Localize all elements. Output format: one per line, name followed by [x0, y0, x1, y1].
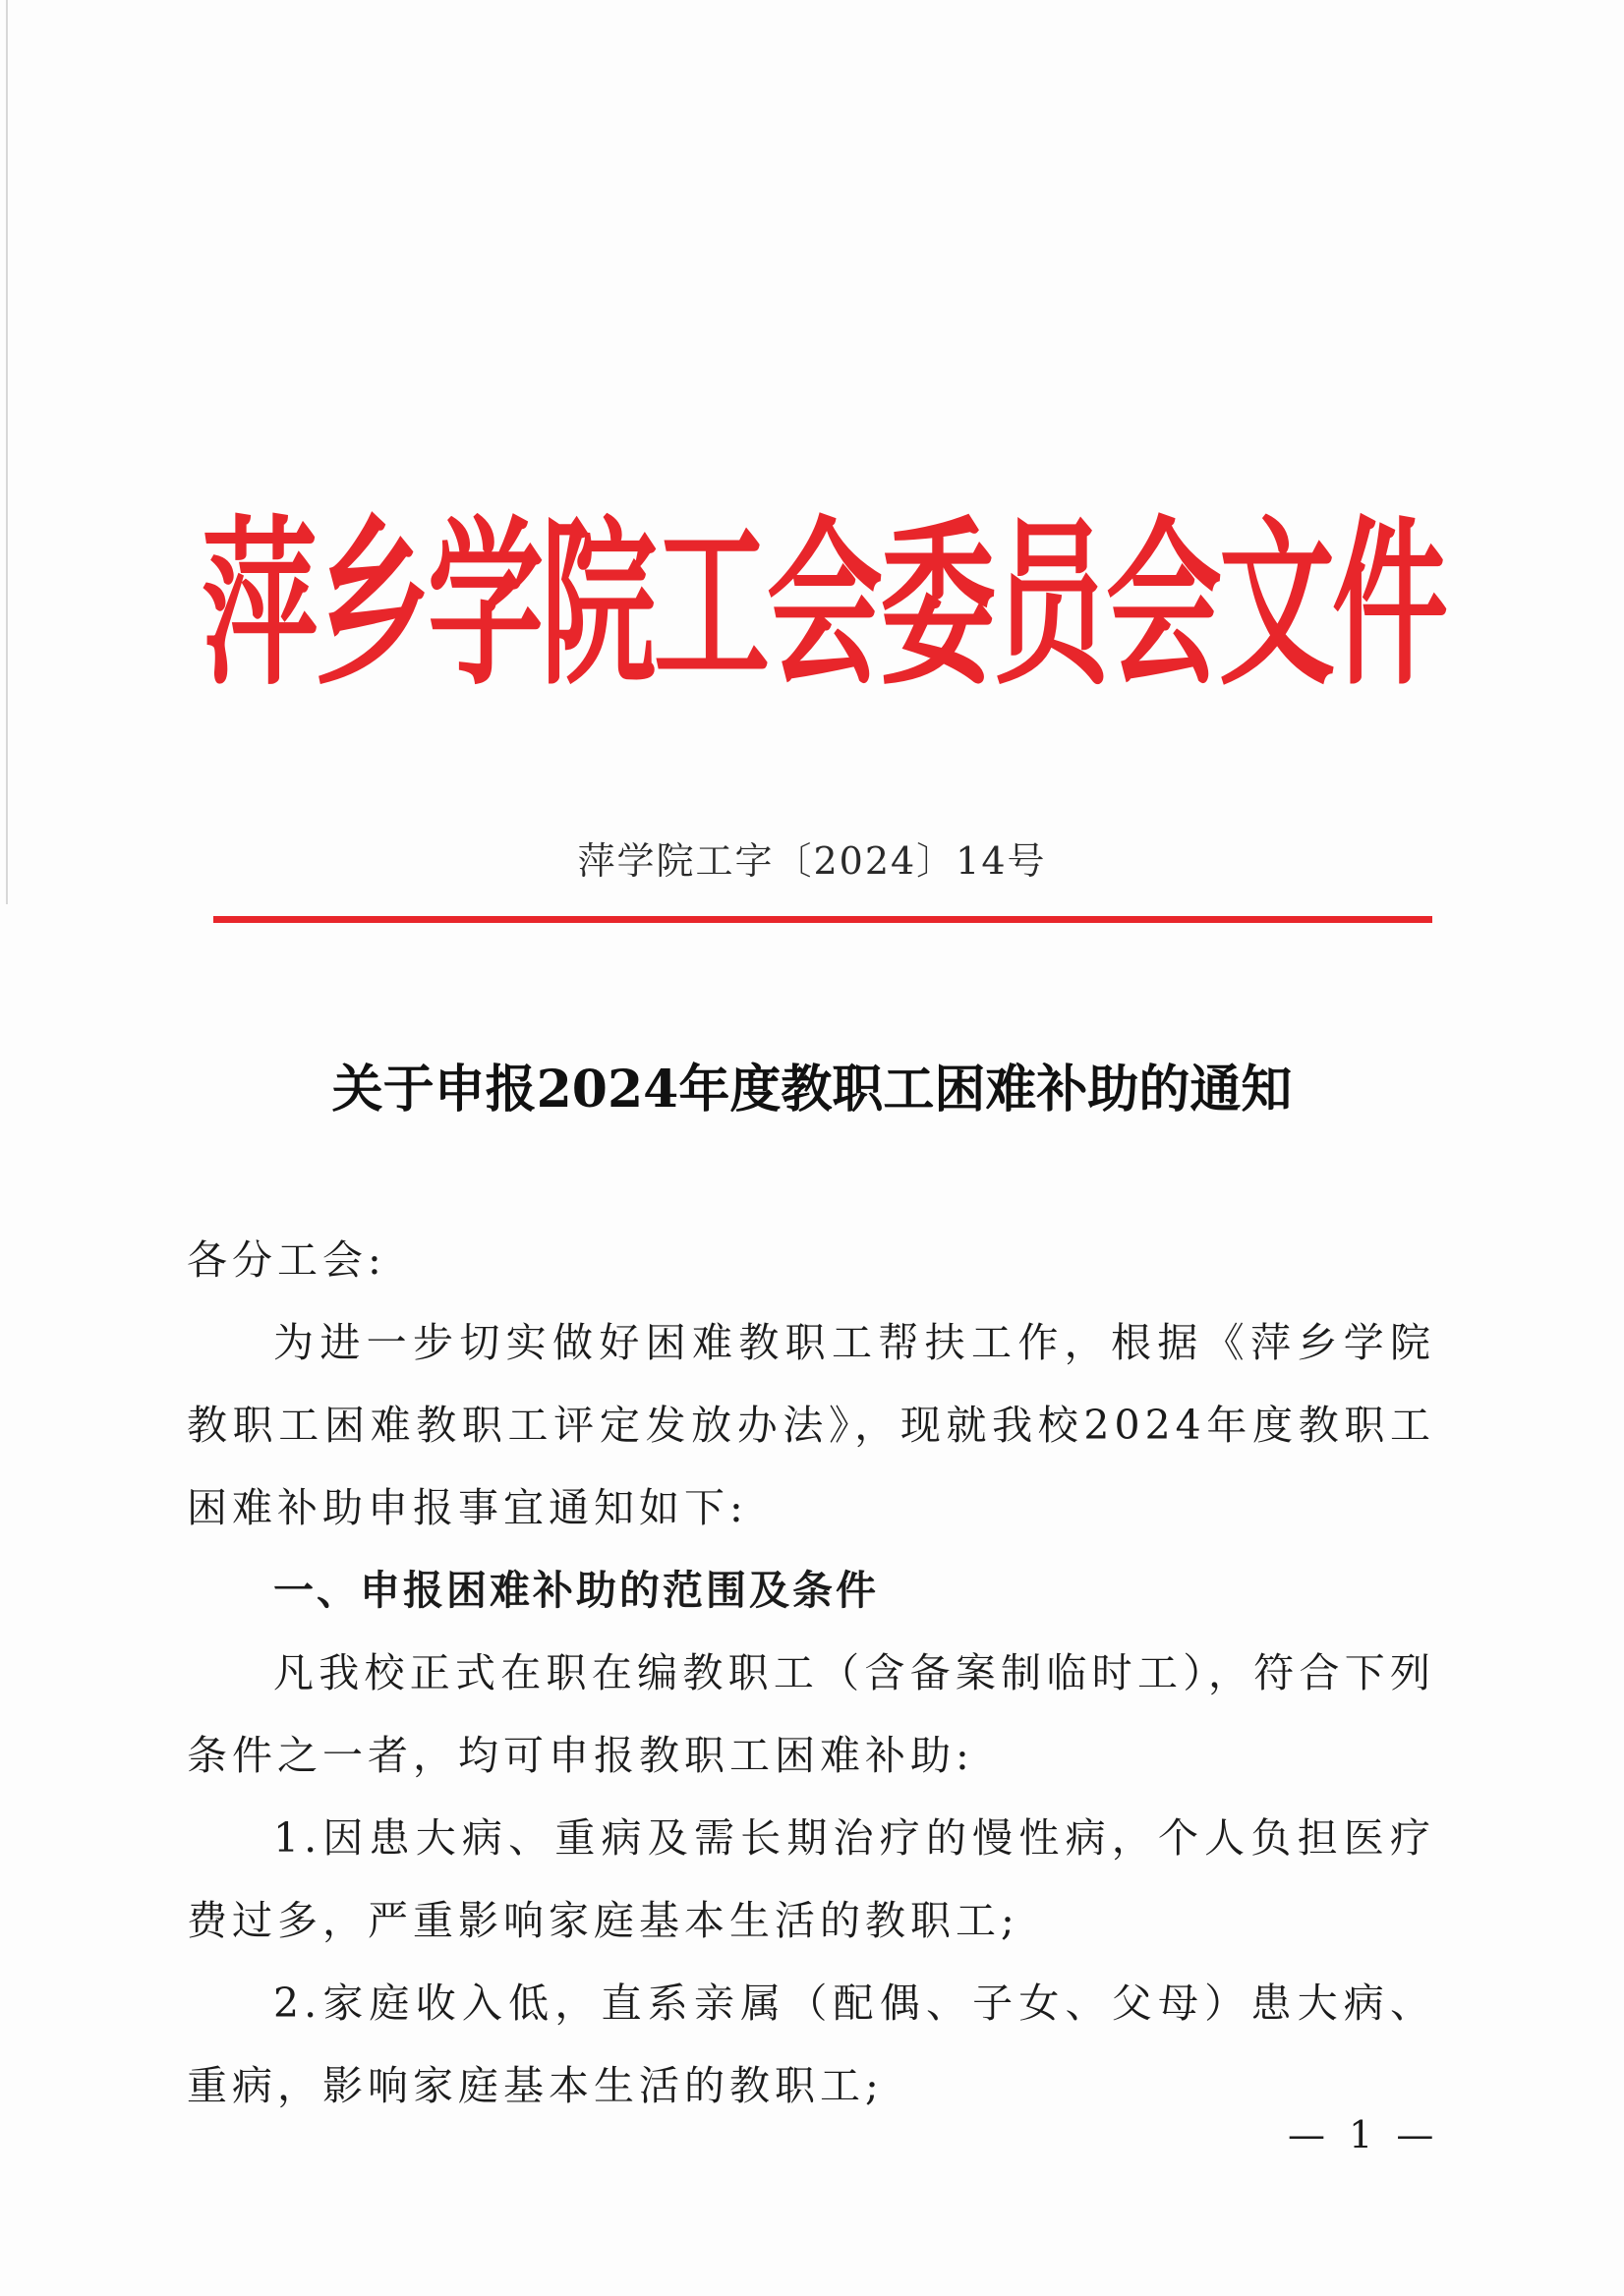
document-body: [187, 1219, 1435, 2127]
section-1-intro: 凡我校正式在职在编教职工（含备案制临时工），符合下列条件之一者，均可申报教职工困难补助:: [187, 1649, 1435, 1779]
condition-item-1: 1.因患大病、重病及需长期治疗的慢性病，个人负担医疗费过多，严重影响家庭基本生活的教职工;: [187, 1814, 1435, 1944]
notice-title: 关于申报2024年度教职工困难补助的通知: [331, 1060, 1293, 1119]
red-divider-line: [213, 916, 1432, 923]
scan-edge-line: [6, 0, 8, 904]
document-number: 萍学院工字〔2024〕14号: [577, 839, 1047, 883]
page-number: — 1 —: [1288, 2113, 1440, 2156]
salutation: 各分工会:: [187, 1236, 386, 1284]
condition-item-2: 2.家庭收入低，直系亲属（配偶、子女、父母）患大病、重病，影响家庭基本生活的教职工;: [187, 1980, 1435, 2109]
section-1-heading: 一、申报困难补助的范围及条件: [273, 1567, 879, 1614]
intro-paragraph: 为进一步切实做好困难教职工帮扶工作，根据《萍乡学院教职工困难教职工评定发放办法》，现就我校2024年度教职工困难补助申报事宜通知如下:: [187, 1319, 1435, 1531]
document-header-title: 萍乡学院工会委员会文件: [202, 499, 1446, 710]
